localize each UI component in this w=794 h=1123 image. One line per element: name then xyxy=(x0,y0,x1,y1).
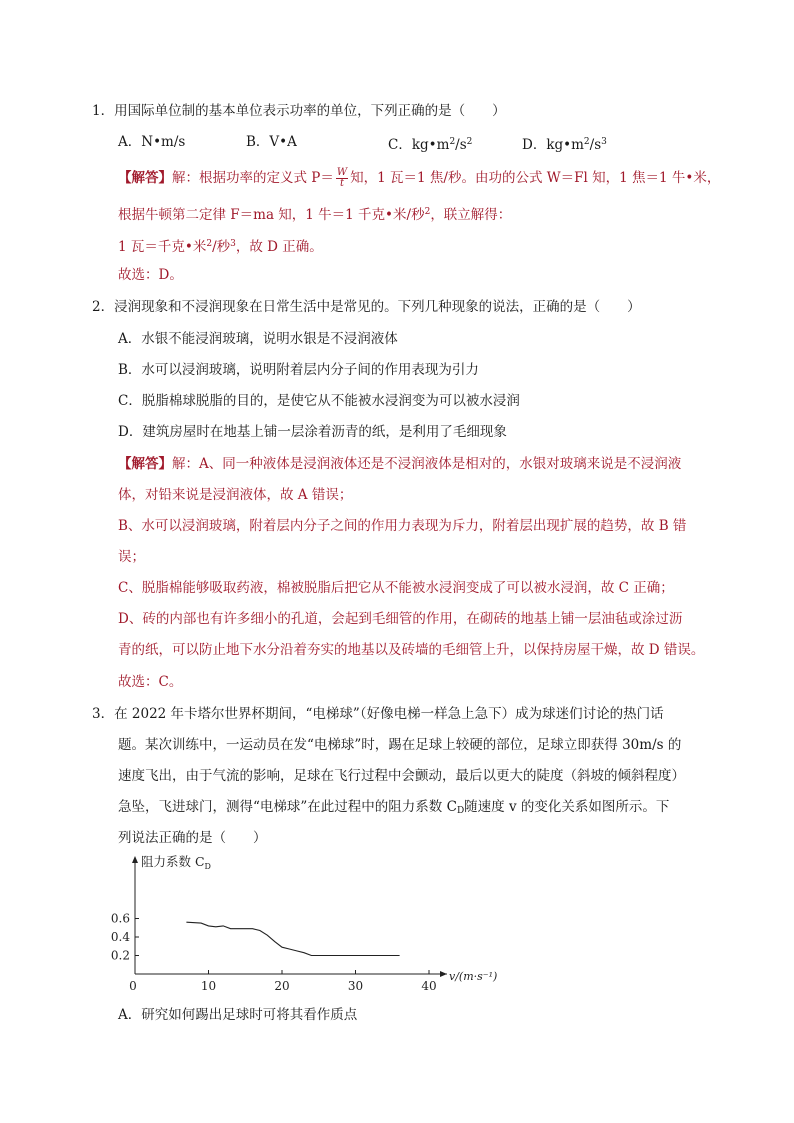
question-number: 1． xyxy=(92,103,115,119)
question-2-stem xyxy=(92,297,641,317)
superscript: 2 xyxy=(583,137,590,147)
y-axis-label-text: 阻力系数 C xyxy=(141,854,205,869)
question-text: 急坠，飞进球门，测得“电梯球”在此过程中的阻力系数 C xyxy=(118,799,457,815)
option-text: kg•m xyxy=(411,137,450,153)
answer-2-line-3: B、水可以浸润玻璃，附着层内分子之间的作用力表现为斥力，附着层出现扩展的趋势，故 B 错 xyxy=(118,518,687,534)
question-3-stem-line-5: 列说法正确的是（ ） xyxy=(118,830,267,846)
option-d: D．建筑房屋时在地基上铺一层涂着沥青的纸，是利用了毛细现象 xyxy=(118,424,507,440)
option-text: /s xyxy=(589,137,602,153)
option-letter: A． xyxy=(118,134,142,150)
option-b xyxy=(246,132,297,152)
answer-1-choice xyxy=(118,265,183,285)
answer-tag: 【解答】 xyxy=(118,456,172,472)
chart-labels xyxy=(141,854,497,983)
y-axis-label xyxy=(141,854,211,871)
question-3-stem-line-3: 速度飞出，由于气流的影响，足球在飞行过程中会颤动，最后以更大的陡度（斜坡的倾斜程度） xyxy=(118,768,685,784)
question-text: 浸润现象和不浸润现象在日常生活中是常见的。下列几种现象的说法，正确的是（ ） xyxy=(114,299,641,315)
option-c: C．脱脂棉球脱脂的目的，是使它从不能被水浸润变为可以被水浸润 xyxy=(118,393,520,409)
answer-2-line-1 xyxy=(118,454,681,474)
answer-2-choice: 故选：C。 xyxy=(118,674,183,690)
answer-text: 解：A、同一种液体是浸润液体还是不浸润液体是相对的，水银对玻璃来说是不浸润液 xyxy=(172,456,682,472)
option-d xyxy=(522,132,607,155)
option-text: /s xyxy=(455,137,467,153)
option-letter: D． xyxy=(522,137,547,153)
x-tick-label: 0 xyxy=(129,979,137,993)
superscript: 2 xyxy=(466,137,473,147)
x-axis-label: v/(m·s⁻¹) xyxy=(449,970,498,983)
y-tick-label: 0.6 xyxy=(110,911,130,926)
y-tick-label: 0.2 xyxy=(110,948,130,963)
chart-series xyxy=(186,922,399,955)
x-tick-label: 10 xyxy=(200,979,217,993)
answer-2-line-6: D、砖的内部也有许多细小的孔道，会起到毛细管的作用，在砌砖的地基上铺一层油毡或涂过沥 xyxy=(118,611,683,627)
option-letter: B． xyxy=(246,134,270,150)
answer-text: ，联立解得： xyxy=(430,207,512,223)
question-text: 随速度 v 的变化关系如图所示。下 xyxy=(464,799,670,815)
answer-tag: 【解答】 xyxy=(118,170,172,186)
question-3-stem-line-4 xyxy=(118,797,669,821)
question-3-stem-line-1 xyxy=(92,704,664,724)
option-text: N•m/s xyxy=(141,134,186,150)
answer-text: 解：根据功率的定义式 P＝ xyxy=(172,170,334,186)
superscript: 2 xyxy=(206,239,213,249)
answer-text: ，故 D 正确。 xyxy=(235,239,323,255)
answer-1-line-1 xyxy=(118,168,720,189)
x-axis-arrow xyxy=(440,971,447,977)
drag-coefficient-line xyxy=(186,922,399,955)
superscript: 3 xyxy=(601,137,607,147)
option-text: kg•m xyxy=(546,137,584,153)
y-axis-label-subscript: D xyxy=(204,862,211,871)
question-3-stem-line-2: 题。某次训练中，一运动员在发“电梯球”时，踢在足球上较硬的部位，足球立即获得 30m/s 的 xyxy=(118,737,682,753)
x-tick-label: 20 xyxy=(274,979,290,993)
answer-choice: 故选：D。 xyxy=(118,267,183,283)
option-a xyxy=(118,132,185,152)
option-a: A．研究如何踢出足球时可将其看作质点 xyxy=(118,1007,358,1023)
answer-2-line-4: 误； xyxy=(118,549,145,565)
answer-text: 根据牛顿第二定律 F＝ma 知，1 牛＝1 千克•米/秒 xyxy=(118,207,425,223)
chart-axes xyxy=(132,856,447,977)
answer-text: /秒 xyxy=(212,239,231,255)
question-1-stem xyxy=(92,101,506,121)
drag-coefficient-chart xyxy=(100,852,520,1002)
answer-1-line-2 xyxy=(118,202,511,225)
fraction xyxy=(336,168,348,189)
superscript: 3 xyxy=(230,239,236,249)
answer-text: 知，1 瓦＝1 焦/秒。由功的公式 W＝Fl 知，1 焦＝1 牛•米， xyxy=(350,170,721,186)
answer-text: 1 瓦＝千克•米 xyxy=(118,239,207,255)
option-c xyxy=(388,132,472,155)
fraction-numerator: W xyxy=(336,167,348,178)
x-tick-label: 40 xyxy=(421,979,437,993)
answer-1-line-3 xyxy=(118,234,323,257)
y-axis-arrow xyxy=(132,856,138,863)
option-b: B．水可以浸润玻璃，说明附着层内分子间的作用表现为引力 xyxy=(118,362,479,378)
y-tick-label: 0.4 xyxy=(110,930,130,944)
superscript: 2 xyxy=(449,137,456,147)
superscript: 2 xyxy=(424,207,431,217)
answer-2-line-7: 青的纸，可以防止地下水分沿着夯实的地基以及砖墙的毛细管上升，以保持房屋干燥，故 D 错误。 xyxy=(118,642,705,658)
question-text: 在 2022 年卡塔尔世界杯期间，“电梯球”（好像电梯一样急上急下）成为球迷们讨论的热门话 xyxy=(114,706,664,722)
subscript: D xyxy=(456,806,465,816)
option-letter: C． xyxy=(388,137,412,153)
option-a: A．水银不能浸润玻璃，说明水银是不浸润液体 xyxy=(118,331,398,347)
question-text: 用国际单位制的基本单位表示功率的单位，下列正确的是（ ） xyxy=(114,103,506,119)
answer-2-line-5: C、脱脂棉能够吸取药液，棉被脱脂后把它从不能被水浸润变成了可以被水浸润，故 C 正确； xyxy=(118,580,674,596)
answer-2-line-2: 体，对铅来说是浸润液体，故 A 错误； xyxy=(118,487,353,503)
x-tick-label: 30 xyxy=(347,979,364,993)
option-text: V•A xyxy=(269,134,297,150)
chart-ticks xyxy=(111,912,437,994)
question-number: 2． xyxy=(92,299,115,315)
question-number: 3． xyxy=(92,706,115,722)
fraction-denominator: t xyxy=(340,178,345,189)
